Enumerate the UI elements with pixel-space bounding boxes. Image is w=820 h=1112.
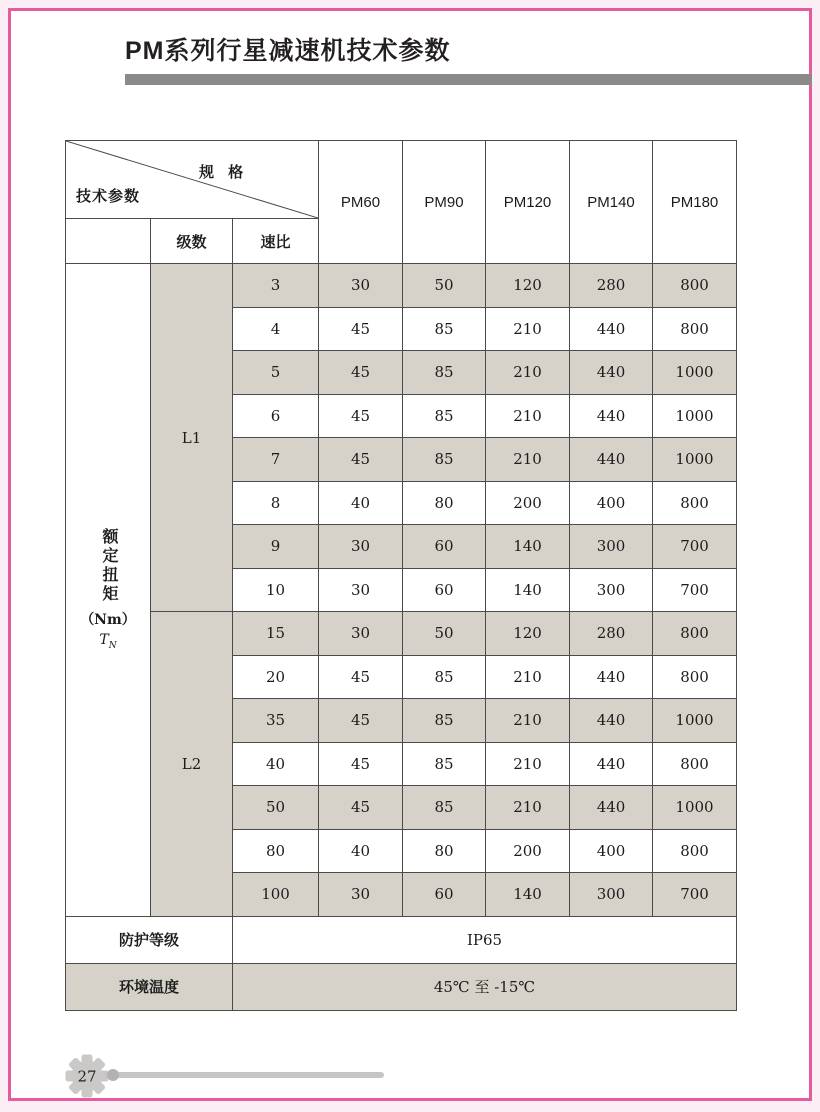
value-cell-pm60: 45	[319, 394, 403, 438]
value-cell-pm180: 800	[653, 655, 737, 699]
diagonal-header-cell	[66, 141, 319, 219]
blank-header-cell	[66, 219, 151, 264]
value-cell-pm180: 700	[653, 873, 737, 917]
value-cell-pm180: 800	[653, 742, 737, 786]
value-cell-pm60: 30	[319, 568, 403, 612]
value-cell-pm60: 45	[319, 307, 403, 351]
page-number-badge	[64, 1053, 110, 1099]
spec-corner-label: 规 格	[199, 164, 249, 181]
spec-table	[65, 140, 737, 1011]
value-cell-pm180: 800	[653, 307, 737, 351]
value-cell-pm60: 45	[319, 438, 403, 482]
col-header-pm90: PM90	[403, 141, 486, 264]
col-header-pm140: PM140	[570, 141, 653, 264]
value-cell-pm180: 1000	[653, 699, 737, 743]
ratio-cell: 8	[233, 481, 319, 525]
value-cell-pm180: 700	[653, 568, 737, 612]
title-underline-bar	[125, 74, 812, 85]
value-cell-pm90: 85	[403, 394, 486, 438]
value-cell-pm60: 45	[319, 351, 403, 395]
value-cell-pm140: 440	[570, 307, 653, 351]
value-cell-pm120: 140	[486, 525, 570, 569]
stage-cell-l1: L1	[151, 264, 233, 612]
footer-row	[66, 916, 737, 963]
value-cell-pm140: 300	[570, 873, 653, 917]
value-cell-pm90: 60	[403, 873, 486, 917]
value-cell-pm90: 80	[403, 481, 486, 525]
value-cell-pm140: 280	[570, 264, 653, 308]
value-cell-pm90: 80	[403, 829, 486, 873]
value-cell-pm60: 30	[319, 873, 403, 917]
value-cell-pm90: 85	[403, 351, 486, 395]
ratio-cell: 20	[233, 655, 319, 699]
value-cell-pm120: 200	[486, 481, 570, 525]
value-cell-pm140: 440	[570, 655, 653, 699]
ratio-cell: 80	[233, 829, 319, 873]
footer-divider-line	[104, 1072, 384, 1078]
value-cell-pm90: 85	[403, 786, 486, 830]
footer-value: IP65	[233, 916, 737, 963]
value-cell-pm120: 210	[486, 394, 570, 438]
footer-label: 防护等级	[66, 916, 233, 963]
ratio-cell: 35	[233, 699, 319, 743]
value-cell-pm140: 440	[570, 438, 653, 482]
ratio-header: 速比	[233, 219, 319, 264]
ratio-cell: 10	[233, 568, 319, 612]
value-cell-pm90: 85	[403, 655, 486, 699]
col-header-pm120: PM120	[486, 141, 570, 264]
value-cell-pm140: 300	[570, 525, 653, 569]
ratio-cell: 4	[233, 307, 319, 351]
value-cell-pm120: 120	[486, 612, 570, 656]
value-cell-pm180: 1000	[653, 351, 737, 395]
value-cell-pm140: 440	[570, 742, 653, 786]
value-cell-pm60: 45	[319, 742, 403, 786]
value-cell-pm180: 1000	[653, 394, 737, 438]
value-cell-pm120: 210	[486, 742, 570, 786]
value-cell-pm140: 400	[570, 481, 653, 525]
ratio-cell: 15	[233, 612, 319, 656]
col-header-pm60: PM60	[319, 141, 403, 264]
value-cell-pm140: 300	[570, 568, 653, 612]
ratio-cell: 100	[233, 873, 319, 917]
value-cell-pm90: 50	[403, 264, 486, 308]
value-cell-pm140: 400	[570, 829, 653, 873]
value-cell-pm120: 210	[486, 699, 570, 743]
tech-params-corner-label: 技术参数	[76, 188, 141, 205]
value-cell-pm60: 45	[319, 699, 403, 743]
value-cell-pm90: 85	[403, 699, 486, 743]
table-row	[66, 612, 737, 656]
value-cell-pm90: 60	[403, 568, 486, 612]
ratio-cell: 6	[233, 394, 319, 438]
value-cell-pm60: 30	[319, 525, 403, 569]
torque-label-cell	[66, 264, 151, 917]
value-cell-pm60: 30	[319, 264, 403, 308]
value-cell-pm180: 1000	[653, 438, 737, 482]
value-cell-pm180: 800	[653, 264, 737, 308]
value-cell-pm60: 45	[319, 786, 403, 830]
value-cell-pm90: 85	[403, 742, 486, 786]
ratio-cell: 5	[233, 351, 319, 395]
value-cell-pm120: 210	[486, 655, 570, 699]
value-cell-pm90: 85	[403, 307, 486, 351]
value-cell-pm90: 85	[403, 438, 486, 482]
torque-label: 额定扭矩 （Nm） $T_N$	[80, 528, 136, 652]
value-cell-pm120: 210	[486, 351, 570, 395]
value-cell-pm120: 210	[486, 438, 570, 482]
value-cell-pm140: 440	[570, 699, 653, 743]
table-row	[66, 264, 737, 308]
value-cell-pm140: 440	[570, 351, 653, 395]
value-cell-pm120: 120	[486, 264, 570, 308]
ratio-cell: 50	[233, 786, 319, 830]
diagonal-line	[66, 141, 318, 218]
value-cell-pm180: 800	[653, 612, 737, 656]
value-cell-pm180: 800	[653, 829, 737, 873]
value-cell-pm120: 140	[486, 873, 570, 917]
footer-label: 环境温度	[66, 963, 233, 1010]
footer-value: 45℃ 至 -15℃	[233, 963, 737, 1010]
footer-line-knob	[107, 1069, 119, 1081]
value-cell-pm60: 45	[319, 655, 403, 699]
value-cell-pm90: 60	[403, 525, 486, 569]
value-cell-pm90: 50	[403, 612, 486, 656]
page-number: 27	[77, 1067, 97, 1086]
value-cell-pm180: 800	[653, 481, 737, 525]
value-cell-pm120: 140	[486, 568, 570, 612]
ratio-cell: 7	[233, 438, 319, 482]
value-cell-pm180: 1000	[653, 786, 737, 830]
value-cell-pm140: 280	[570, 612, 653, 656]
ratio-cell: 9	[233, 525, 319, 569]
value-cell-pm60: 40	[319, 829, 403, 873]
value-cell-pm60: 40	[319, 481, 403, 525]
value-cell-pm120: 210	[486, 307, 570, 351]
value-cell-pm120: 210	[486, 786, 570, 830]
value-cell-pm180: 700	[653, 525, 737, 569]
value-cell-pm140: 440	[570, 786, 653, 830]
col-header-pm180: PM180	[653, 141, 737, 264]
stage-header: 级数	[151, 219, 233, 264]
ratio-cell: 40	[233, 742, 319, 786]
page-title: PM系列行星减速机技术参数	[125, 37, 451, 65]
value-cell-pm140: 440	[570, 394, 653, 438]
footer-row	[66, 963, 737, 1010]
stage-cell-l2: L2	[151, 612, 233, 917]
value-cell-pm120: 200	[486, 829, 570, 873]
value-cell-pm60: 30	[319, 612, 403, 656]
ratio-cell: 3	[233, 264, 319, 308]
